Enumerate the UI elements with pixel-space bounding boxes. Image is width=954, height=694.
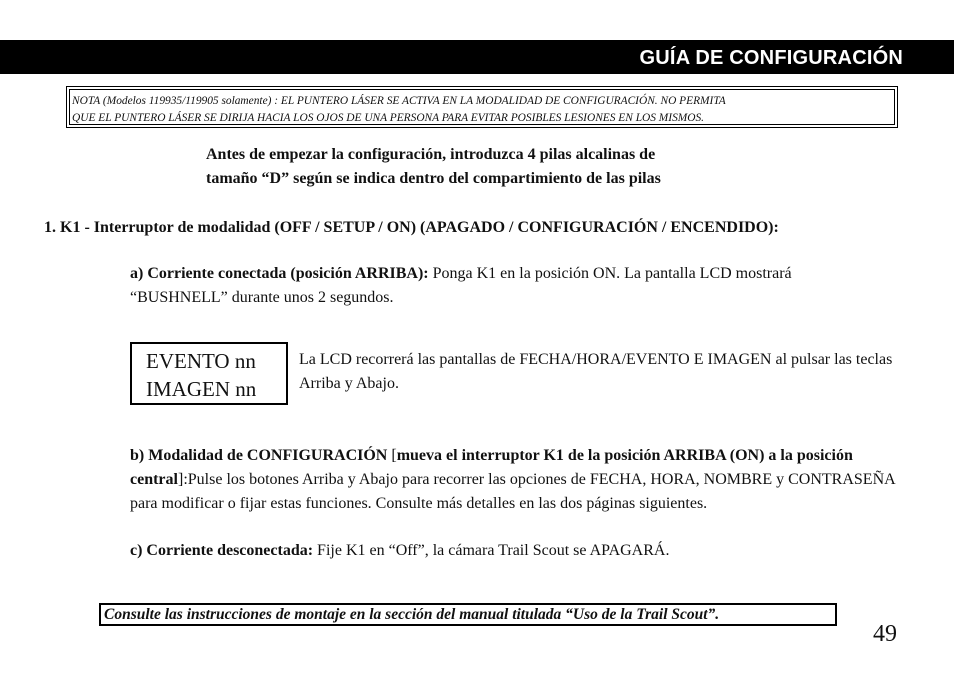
laser-warning-note [66,86,898,128]
lcd-display-sample [130,342,288,405]
battery-intro-line-1: Antes de empezar la configuración, introduzca 4 pilas alcalinas de [206,146,656,163]
section-c-power-off [130,539,890,563]
battery-intro [206,143,661,191]
section-b-bracket-open: [ [387,447,397,464]
lcd-description: La LCD recorrerá las pantallas de FECHA/HORA/EVENTO E IMAGEN al pulsar las teclas Arriba y Abajo. [299,351,893,392]
section-b-label-1: b) Modalidad de CONFIGURACIÓN [130,447,388,464]
section-c-label: c) Corriente desconectada: [130,542,314,559]
section-a-text: Ponga K1 en la posición ON. La pantalla LCD mostrará “BUSHNELL” durante unos 2 segundos. [130,265,792,306]
section-a-power-on [130,262,870,310]
k1-mode-switch-heading: 1. K1 - Interruptor de modalidad (OFF / SETUP / ON) (APAGADO / CONFIGURACIÓN / ENCENDIDO): [44,219,779,236]
mounting-instructions-note: Consulte las instrucciones de montaje en la sección del manual titulada “Uso de la Trail Scout”. [99,603,837,626]
section-b-label-2: mueva el interruptor K1 de la posición ARRIBA (ON) a la posición central [130,447,853,488]
section-b-text: Pulse los botones Arriba y Abajo para recorrer las opciones de FECHA, HORA, NOMBRE y CONTRASEÑA para modificar o fijar estas funciones. Consulte más detalles en las dos páginas siguientes. [130,471,895,512]
laser-warning-line-2: QUE EL PUNTERO LÁSER SE DIRIJA HACIA LOS OJOS DE UNA PERSONA PARA EVITAR POSIBLES LESIONES EN LOS MISMOS. [72,112,705,124]
page-title: GUÍA DE CONFIGURACIÓN [639,47,903,69]
laser-warning-line-1: NOTA (Modelos 119935/119905 solamente) : EL PUNTERO LÁSER SE ACTIVA EN LA MODALIDAD DE CONFIGURACIÓN. NO PERMITA [72,95,726,107]
section-c-text: Fije K1 en “Off”, la cámara Trail Scout se APAGARÁ. [313,542,670,559]
lcd-line-evento: EVENTO nn [146,349,256,373]
page-number: 49 [873,621,897,647]
section-b-bracket-close: ]: [177,471,188,488]
lcd-line-imagen: IMAGEN nn [146,377,257,401]
section-a-label: a) Corriente conectada (posición ARRIBA): [130,265,429,282]
laser-warning-inner [69,89,895,125]
section-b-setup-mode [130,444,910,516]
header-bar [0,40,954,74]
battery-intro-line-2: tamaño “D” según se indica dentro del compartimiento de las pilas [206,170,661,187]
